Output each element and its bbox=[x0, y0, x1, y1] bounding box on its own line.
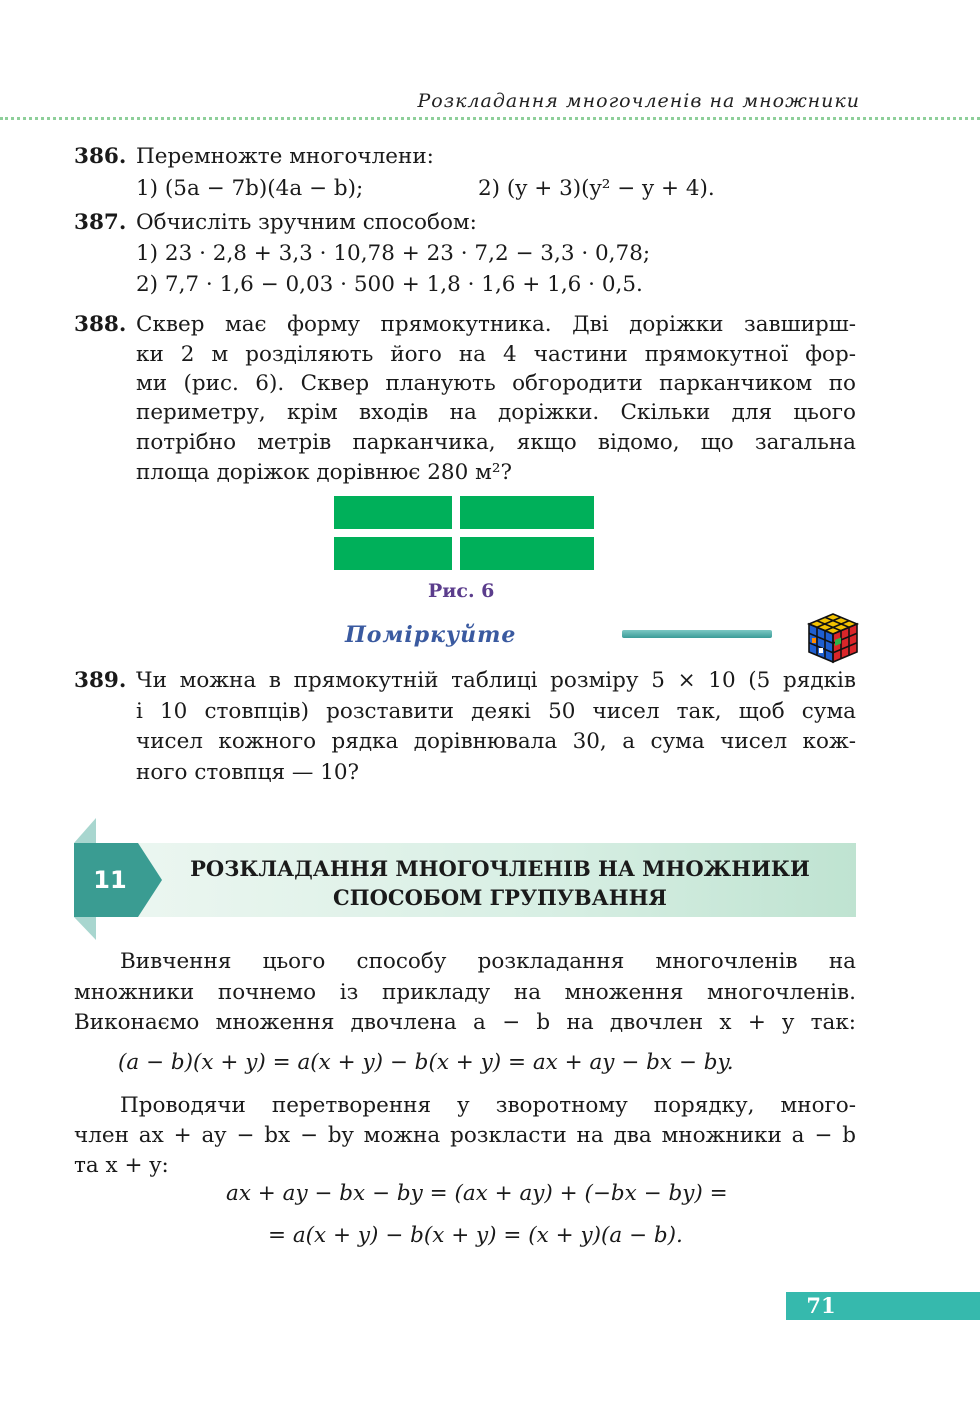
exercise-item: 2) (y + 3)(y² − y + 4). bbox=[478, 176, 715, 201]
exercise-item: 1) 23 · 2,8 + 3,3 · 10,78 + 23 · 7,2 − 3,3 · 0,78; bbox=[136, 241, 651, 266]
exercise-number: 386. bbox=[74, 144, 127, 169]
formula: = a(x + y) − b(x + y) = (x + y)(a − b). bbox=[268, 1223, 683, 1248]
exercise-line: ного стовпця — 10? bbox=[136, 760, 360, 785]
exercise-line: Сквер має форму прямокутника. Дві доріжки завширш- bbox=[136, 312, 856, 337]
figure-caption: Рис. 6 bbox=[428, 580, 495, 602]
exercise-number: 389. bbox=[74, 668, 127, 693]
figure-square-with-paths bbox=[334, 496, 594, 570]
paragraph-line: Проводячи перетворення у зворотному порядку, много- bbox=[120, 1093, 856, 1118]
exercise-line: потрібно метрів парканчика, якщо відомо, що загальна bbox=[136, 430, 856, 455]
exercise-line: чисел кожного рядка дорівнювала 30, а сума чисел кож- bbox=[136, 729, 856, 754]
exercise-line: площа доріжок дорівнює 280 м²? bbox=[136, 460, 512, 485]
think-heading: Поміркуйте bbox=[345, 622, 517, 648]
formula: ax + ay − bx − by = (ax + ay) + (−bx − by) = bbox=[226, 1181, 728, 1206]
exercise-number: 388. bbox=[74, 312, 127, 337]
exercise-number: 387. bbox=[74, 210, 127, 235]
exercise-text: Перемножте многочлени: bbox=[136, 144, 434, 169]
section-number: 11 bbox=[93, 866, 127, 894]
exercise-line: і 10 стовпців) розставити деякі 50 чисел так, щоб сума bbox=[136, 699, 856, 724]
paragraph-line: та x + y: bbox=[74, 1153, 169, 1178]
vertical-path bbox=[452, 496, 460, 570]
header-divider bbox=[0, 117, 980, 120]
paragraph-line: член ax + ay − bx − by можна розкласти на два множники a − b bbox=[74, 1123, 856, 1148]
section-title: СПОСОБОМ ГРУПУВАННЯ bbox=[333, 885, 667, 910]
section-title: РОЗКЛАДАННЯ МНОГОЧЛЕНІВ НА МНОЖНИКИ bbox=[190, 856, 810, 881]
exercise-line: ки 2 м розділяють його на 4 частини прямокутної фор- bbox=[136, 342, 856, 367]
formula: (a − b)(x + y) = a(x + y) − b(x + y) = ax + ay − bx − by. bbox=[118, 1050, 734, 1075]
paragraph-line: Вивчення цього способу розкладання многочленів на bbox=[120, 949, 856, 974]
exercise-item: 2) 7,7 · 1,6 − 0,03 · 500 + 1,8 · 1,6 + 1,6 · 0,5. bbox=[136, 272, 643, 297]
paragraph-line: множники почнемо із прикладу на множення многочленів. bbox=[74, 980, 856, 1005]
running-header: Розкладання многочленів на множники bbox=[417, 90, 860, 112]
exercise-line: периметру, крім входів на доріжки. Скільки для цього bbox=[136, 400, 856, 425]
exercise-text: Обчисліть зручним способом: bbox=[136, 210, 477, 235]
exercise-line: ми (рис. 6). Сквер планують обгородити парканчиком по bbox=[136, 371, 856, 396]
think-bar bbox=[622, 630, 772, 638]
exercise-item: 1) (5a − 7b)(4a − b); bbox=[136, 176, 364, 201]
paragraph-line: Виконаємо множення двочлена a − b на двочлен x + y так: bbox=[74, 1010, 856, 1035]
horizontal-path bbox=[334, 529, 594, 537]
exercise-line: Чи можна в прямокутній таблиці розміру 5 × 10 (5 рядків bbox=[136, 668, 856, 693]
page-number: 71 bbox=[806, 1293, 836, 1318]
rubiks-cube-icon bbox=[805, 612, 861, 664]
